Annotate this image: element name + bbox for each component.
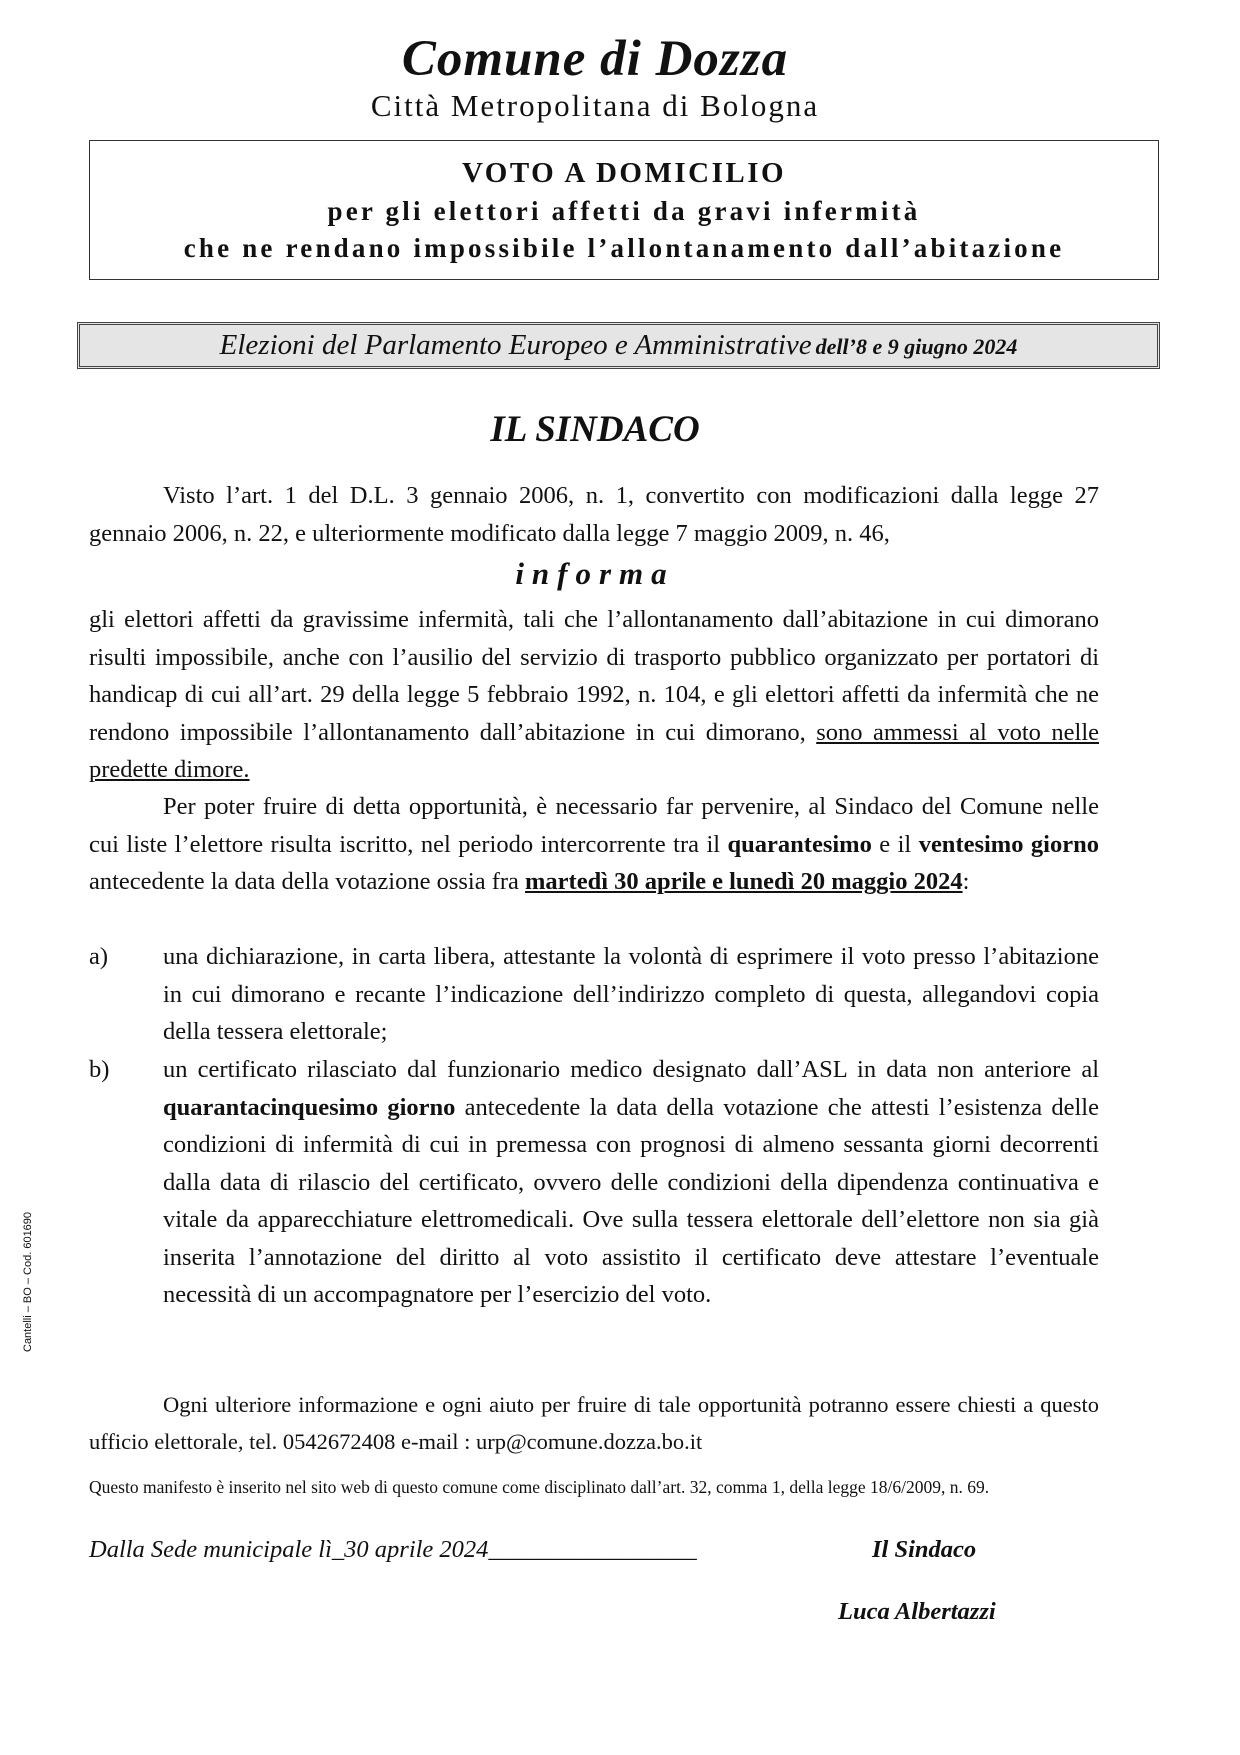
body1-text: gli elettori affetti da gravissime infermità, tali che l’allontanamento dall’abitazione in cui dimorano risulti impossibile, anche con l’ausilio del servizio di trasporto pubblico organizzato per portatori di handicap di cui all’art. 29 della legge 5 febbraio 1992, n. 104, e gli elettori affetti da infermità che ne rendono impossibile l’allontanamento dall’abitazione in cui dimorano, xyxy=(89,606,1099,746)
headline-line-3: che ne rendano impossibile l’allontanamento dall’abitazione xyxy=(183,233,1065,263)
list-item-a xyxy=(89,938,1099,1051)
visto-text: Visto l’art. 1 del D.L. 3 gennaio 2006, n. 1, convertito con modificazioni dalla legge 27 gennaio 2006, n. 22, e ulteriormente modificato dalla legge 7 maggio 2009, n. 46, xyxy=(89,482,1099,547)
body2-dates: martedì 30 aprile e lunedì 20 maggio 2024 xyxy=(525,868,963,895)
body2-part4: : xyxy=(962,868,970,895)
election-banner xyxy=(77,322,1160,369)
sindaco-name: Luca Albertazzi xyxy=(838,1598,996,1625)
body2-part1: Per poter fruire di detta opportunità, è necessario far pervenire, al Sindaco del Comune nelle cui liste l’elettore risulta iscritto, nel periodo intercorrente tra il xyxy=(89,793,1099,858)
body-paragraph-1 xyxy=(89,601,1099,789)
signature-place-date xyxy=(89,1536,697,1564)
headline-line-2: per gli elettori affetti da gravi infermità xyxy=(327,196,921,226)
visto-paragraph xyxy=(89,477,1099,552)
list-item-a-label: a) xyxy=(89,943,109,970)
body2-bold1: quarantesimo xyxy=(727,830,872,858)
informa-heading: informa xyxy=(515,556,675,591)
headline-line-1: VOTO A DOMICILIO xyxy=(461,157,787,189)
info-paragraph: Ogni ulteriore informazione e ogni aiuto per fruire di tale opportunità potranno essere chiesti a questo ufficio elettorale, tel. 0542672408 e-mail : urp@comune.dozza.bo.it xyxy=(89,1392,1099,1454)
sindaco-label: Il Sindaco xyxy=(872,1536,977,1563)
list-item-b-label: b) xyxy=(89,1056,110,1083)
body2-bold2: ventesimo giorno xyxy=(918,830,1099,858)
legal-note: Questo manifesto è inserito nel sito web di questo comune come disciplinato dall’art. 32, comma 1, della legge 18/6/2009, n. 69. xyxy=(89,1477,990,1497)
signature-line: _________________ xyxy=(488,1536,697,1563)
list-item-b-bold: quarantacinquesimo giorno xyxy=(163,1093,456,1121)
body1-underlined: sono ammessi al voto nelle predette dimore. xyxy=(89,718,1099,783)
page-subtitle: Città Metropolitana di Bologna xyxy=(370,88,820,123)
election-name: Elezioni del Parlamento Europeo e Amministrative xyxy=(219,329,812,361)
sindaco-heading: IL SINDACO xyxy=(490,409,700,450)
election-date: dell’8 e 9 giugno 2024 xyxy=(815,334,1018,359)
body-paragraph-2 xyxy=(89,788,1099,901)
body2-part3: antecedente la data della votazione ossia fra xyxy=(89,868,526,895)
list-item-b-part2: antecedente la data della votazione che attesti l’esistenza delle condizioni di infermità di cui in premessa con prognosi di almeno sessanta giorni decorrenti dalla data di rilascio del certificato, ovvero delle condizioni della dipendenza continuativa e vitale da apparecchiature elettromedicali. Ove sulla tessera elettorale dell’elettore non sia già inserita l’annotazione del diritto al voto assistito il certificato deve attestare l’eventuale necessità di un accompagnatore per l’esercizio del voto. xyxy=(163,1093,1099,1308)
page-title: Comune di Dozza xyxy=(401,31,789,87)
sede-text: Dalla Sede municipale lì_30 aprile 2024 xyxy=(89,1536,489,1563)
headline-box xyxy=(89,140,1159,280)
list-item-a-text: una dichiarazione, in carta libera, attestante la volontà di esprimere il voto presso l’abitazione in cui dimorano e recante l’indicazione dell’indirizzo completo di questa, allegandovi copia della tessera elettorale; xyxy=(163,943,1099,1045)
list-item-b xyxy=(89,1051,1099,1314)
body2-part2: e il xyxy=(871,830,919,858)
list-item-b-part1: un certificato rilasciato dal funzionario medico designato dall’ASL in data non anteriore al xyxy=(163,1056,1099,1083)
printer-code: Cantelli – BO – Cod. 601690 xyxy=(22,1211,34,1352)
